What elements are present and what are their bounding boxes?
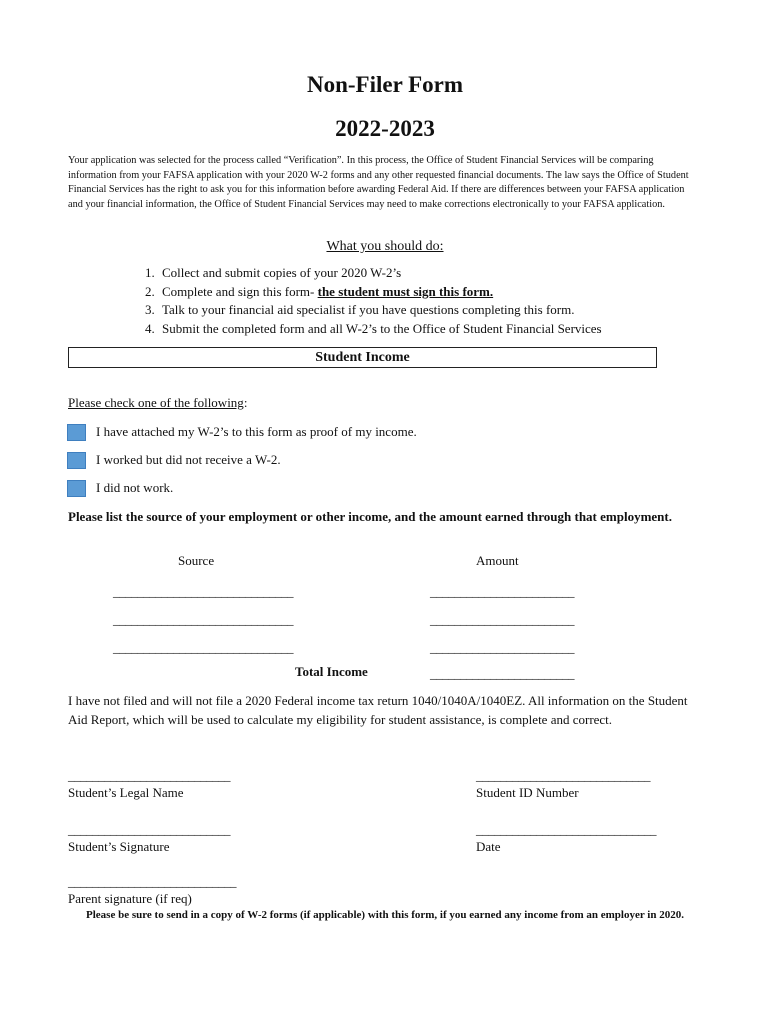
parent-signature-field[interactable]: ____________________________ xyxy=(68,874,236,889)
source-field-1[interactable]: ______________________________ xyxy=(113,584,293,599)
amount-field-3[interactable]: ________________________ xyxy=(430,640,574,655)
amount-field-2[interactable]: ________________________ xyxy=(430,612,574,627)
step-item: 1. Collect and submit copies of your 2020 W-2’s xyxy=(158,264,602,283)
form-year: 2022-2023 xyxy=(335,116,435,141)
total-income-label: Total Income xyxy=(295,664,368,679)
date-label: Date xyxy=(476,839,501,854)
legal-name-field[interactable]: ___________________________ xyxy=(68,768,230,783)
option-no-w2[interactable]: I worked but did not receive a W-2. xyxy=(67,451,281,469)
student-signature-label: Student’s Signature xyxy=(68,839,170,854)
amount-field-1[interactable]: ________________________ xyxy=(430,584,574,599)
income-list-instruction: Please list the source of your employment or other income, and the amount earned through that employment. xyxy=(68,509,672,524)
student-id-label: Student ID Number xyxy=(476,785,579,800)
total-income-field[interactable]: ________________________ xyxy=(430,666,574,681)
option-attached-w2[interactable]: I have attached my W-2’s to this form as proof of my income. xyxy=(67,423,417,441)
step-item: 2. Complete and sign this form- the student must sign this form. xyxy=(158,283,602,302)
student-must-sign-emphasis: the student must sign this form. xyxy=(317,283,494,299)
checkbox[interactable] xyxy=(67,452,86,469)
checkbox[interactable] xyxy=(67,424,86,441)
date-field[interactable]: ______________________________ xyxy=(476,822,656,837)
footer-note: Please be sure to send in a copy of W-2 forms (if applicable) with this form, if you earned any income from an employer in 2020. xyxy=(86,909,684,921)
source-column-header: Source xyxy=(178,553,215,568)
step-item: 3. Talk to your financial aid specialist if you have questions completing this form. xyxy=(158,301,602,320)
checkbox[interactable] xyxy=(67,480,86,497)
student-signature-field[interactable]: ___________________________ xyxy=(68,822,230,837)
intro-paragraph: Your application was selected for the process called “Verification”. In this process, the Office of Student Financial Services will be comparing information from your FAFSA application with your 2020 W-2 forms and any other requested financial documents. The law says the Office of Student Financial Services has the right to ask you for this information before awarding Federal Aid. If there are differences between your FAFSA application and your financial information, the Office of Student Financial Services may need to make corrections electronically to your FAFSA application. xyxy=(68,155,689,210)
source-field-3[interactable]: ______________________________ xyxy=(113,640,293,655)
student-id-field[interactable]: _____________________________ xyxy=(476,768,650,783)
certification-statement: I have not filed and will not file a 2020 Federal income tax return 1040/1040A/1040EZ. All information on the Student Aid Report, which will be used to calculate my eligibility for student assistance, is complete and correct. xyxy=(68,693,688,727)
student-income-section-header: Student Income xyxy=(68,347,657,368)
form-title: Non-Filer Form xyxy=(306,72,464,97)
source-field-2[interactable]: ______________________________ xyxy=(113,612,293,627)
legal-name-label: Student’s Legal Name xyxy=(68,785,184,800)
parent-signature-label: Parent signature (if req) xyxy=(68,891,192,906)
step-item: 4. Submit the completed form and all W-2’s to the Office of Student Financial Services xyxy=(158,320,602,339)
check-prompt: Please check one of the following: xyxy=(68,395,248,410)
amount-column-header: Amount xyxy=(476,553,519,568)
option-did-not-work[interactable]: I did not work. xyxy=(67,479,173,497)
what-you-should-do-heading: What you should do: xyxy=(326,239,444,254)
instruction-steps xyxy=(112,264,602,338)
